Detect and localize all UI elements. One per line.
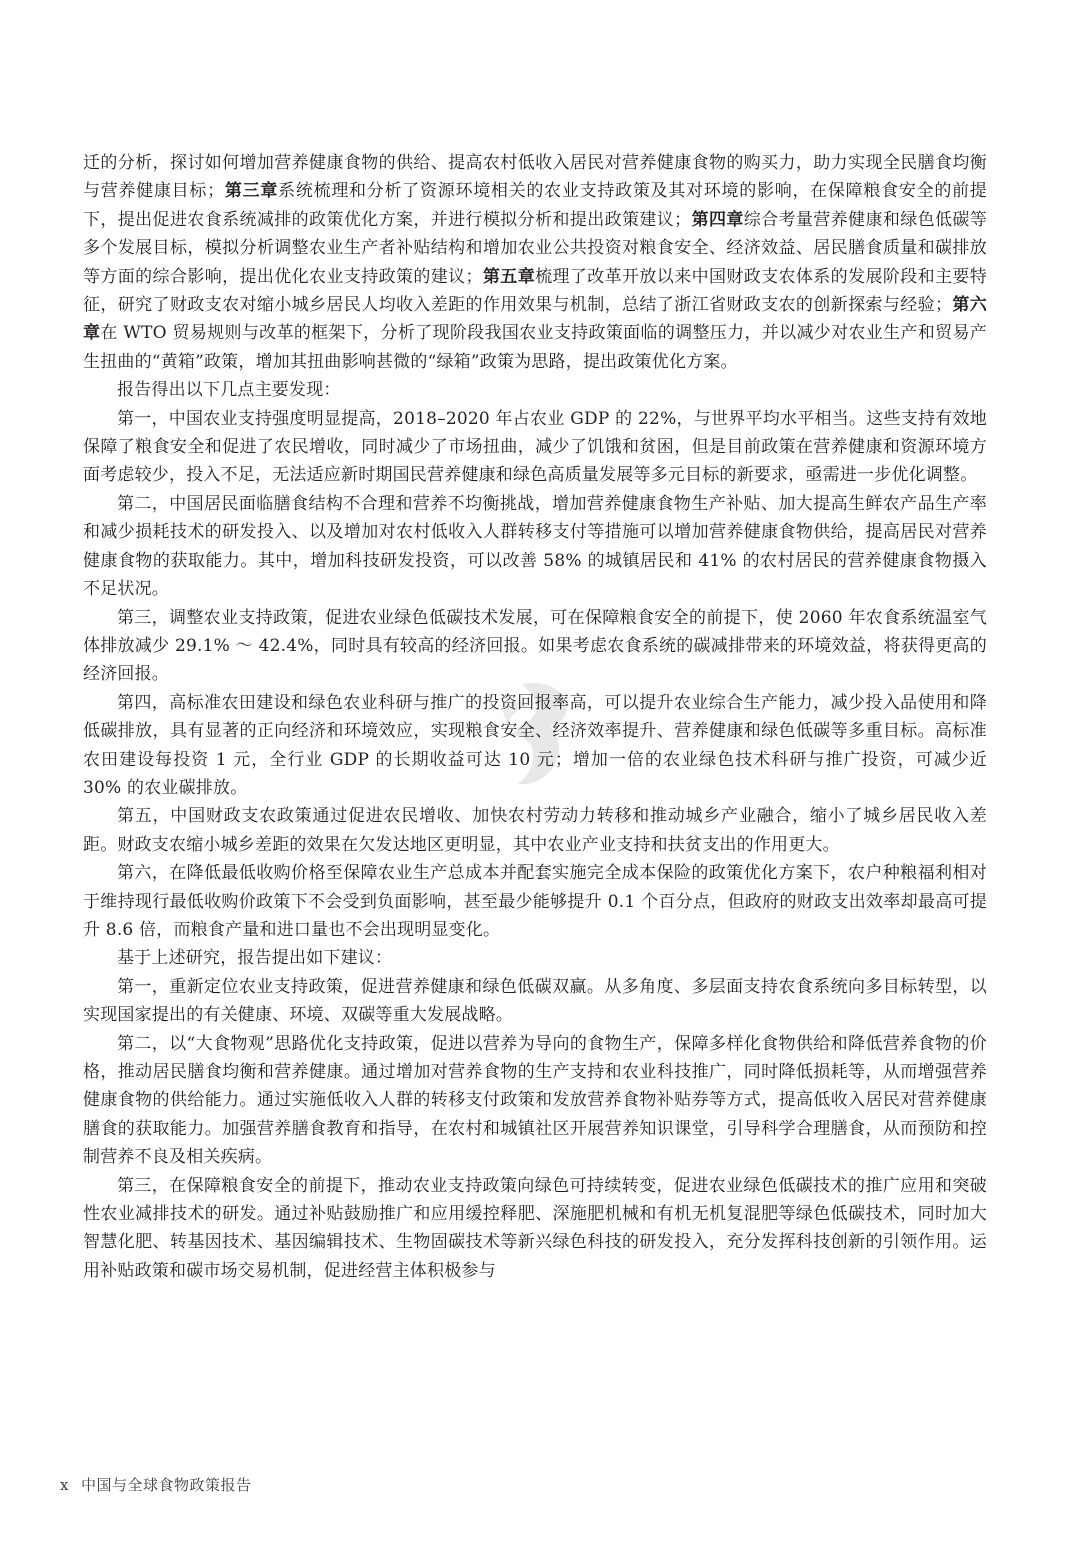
page-number: x	[60, 1476, 69, 1494]
findings-heading: 报告得出以下几点主要发现：	[117, 380, 341, 401]
intro-paragraph: 迁的分析，探讨如何增加营养健康食物的供给、提高农村低收入居民对营养健康食物的购买力，助力实现全民膳食均衡与营养健康目标；第三章系统梳理和分析了资源环境相关的农业支持政策及其对环境的影响，在保障粮食安全的前提下，提出促进农食系统减排的政策优化方案，并进行模拟分析和提出政策建议；第四章综合考量营养健康和绿色低碳等多个发展目标，模拟分析调整农业生产者补贴结构和增加农业公共投资对粮食安全、经济效益、居民膳食质量和碳排放等方面的综合影响，提出优化农业支持政策的建议；第五章梳理了改革开放以来中国财政支农体系的发展阶段和主要特征，研究了财政支农对缩小城乡居民人均收入差距的作用效果与机制，总结了浙江省财政支农的创新探索与经验；第六章在 WTO 贸易规则与改革的框架下，分析了现阶段我国农业支持政策面临的调整压力，并以减少对农业生产和贸易产生扭曲的“黄箱”政策，增加其扭曲影响甚微的“绿箱”政策为思路，提出政策优化方案。	[83, 153, 988, 372]
chapter-4-label: 第四章	[691, 209, 744, 230]
recommendations-heading: 基于上述研究，报告提出如下建议：	[117, 948, 393, 969]
finding-6: 第六，在降低最低收购价格至保障农业生产总成本并配套实施完全成本保险的政策优化方案下，农户种粮福利相对于维持现行最低收购价政策下不会受到负面影响，甚至最少能够提升 0.1 个百分点，但政府的财政支出效率却最高可提升 8.6 倍，而粮食产量和进口量也不会出现明显变化。	[83, 863, 987, 940]
finding-3: 第三，调整农业支持政策，促进农业绿色低碳技术发展，可在保障粮食安全的前提下，使 2060 年农食系统温室气体排放减少 29.1% ～ 42.4%，同时具有较高的经济回报。如果考虑农食系统的碳减排带来的环境效益，将获得更高的经济回报。	[83, 607, 987, 685]
finding-4: 第四，高标准农田建设和绿色农业科研与推广的投资回报率高，可以提升农业综合生产能力，减少投入品使用和降低碳排放，具有显著的正向经济和环境效应，实现粮食安全、经济效率提升、营养健康和绿色低碳等多重目标。高标准农田建设每投资 1 元，全行业 GDP 的长期收益可达 10 元；增加一倍的农业绿色技术科研与推广投资，可减少近 30% 的农业碳排放。	[83, 692, 987, 798]
recommendation-1: 第一，重新定位农业支持政策，促进营养健康和绿色低碳双赢。从多角度、多层面支持农食系统向多目标转型，以实现国家提出的有关健康、环境、双碳等重大发展战略。	[83, 976, 987, 1026]
finding-5: 第五，中国财政支农政策通过促进农民增收、加快农村劳动力转移和推动城乡产业融合，缩小了城乡居民收入差距。财政支农缩小城乡差距的效果在欠发达地区更明显，其中农业产业支持和扶贫支出的作用更大。	[83, 806, 987, 855]
chapter-5-label: 第五章	[482, 266, 536, 287]
page-footer	[60, 1474, 251, 1495]
report-body	[83, 149, 987, 1285]
finding-1: 第一，中国农业支持强度明显提高，2018–2020 年占农业 GDP 的 22%，与世界平均水平相当。这些支持有效地保障了粮食安全和促进了农民增收，同时减少了市场扭曲，减少了饥饿和贫困，但是目前政策在营养健康和资源环境方面考虑较少，投入不足，无法适应新时期国民营养健康和绿色高质量发展等多元目标的新要求，亟需进一步优化调整。	[83, 408, 987, 486]
chapter-6-label: 第六章	[83, 295, 987, 344]
recommendation-3: 第三，在保障粮食安全的前提下，推动农业支持政策向绿色可持续转变，促进农业绿色低碳技术的推广应用和突破性农业减排技术的研发。通过补贴鼓励推广和应用缓控释肥、深施肥机械和有机无机复混肥等绿色低碳技术，同时加大智慧化肥、转基因技术、基因编辑技术、生物固碳技术等新兴绿色科技的研发投入，充分发挥科技创新的引领作用。运用补贴政策和碳市场交易机制，促进经营主体积极参与	[83, 1175, 987, 1281]
recommendation-2: 第二，以“大食物观”思路优化支持政策，促进以营养为导向的食物生产，保障多样化食物供给和降低营养食物的价格，推动居民膳食均衡和营养健康。通过增加对营养食物的生产支持和农业科技推广，同时降低损耗等，从而增强营养健康食物的供给能力。通过实施低收入人群的转移支付政策和发放营养食物补贴券等方式，提高低收入居民对营养健康膳食的获取能力。加强营养膳食教育和指导，在农村和城镇社区开展营养知识课堂，引导科学合理膳食，从而预防和控制营养不良及相关疾病。	[83, 1033, 987, 1168]
finding-2: 第二，中国居民面临膳食结构不合理和营养不均衡挑战，增加营养健康食物生产补贴、加大提高生鲜农产品生产率和减少损耗技术的研发投入、以及增加对农村低收入人群转移支付等措施可以增加营养健康食物供给，提高居民对营养健康食物的获取能力。其中，增加科技研发投资，可以改善 58% 的城镇居民和 41% 的农村居民的营养健康食物摄入不足状况。	[83, 493, 987, 600]
chapter-3-label: 第三章	[224, 181, 279, 202]
book-title: 中国与全球食物政策报告	[80, 1476, 252, 1494]
